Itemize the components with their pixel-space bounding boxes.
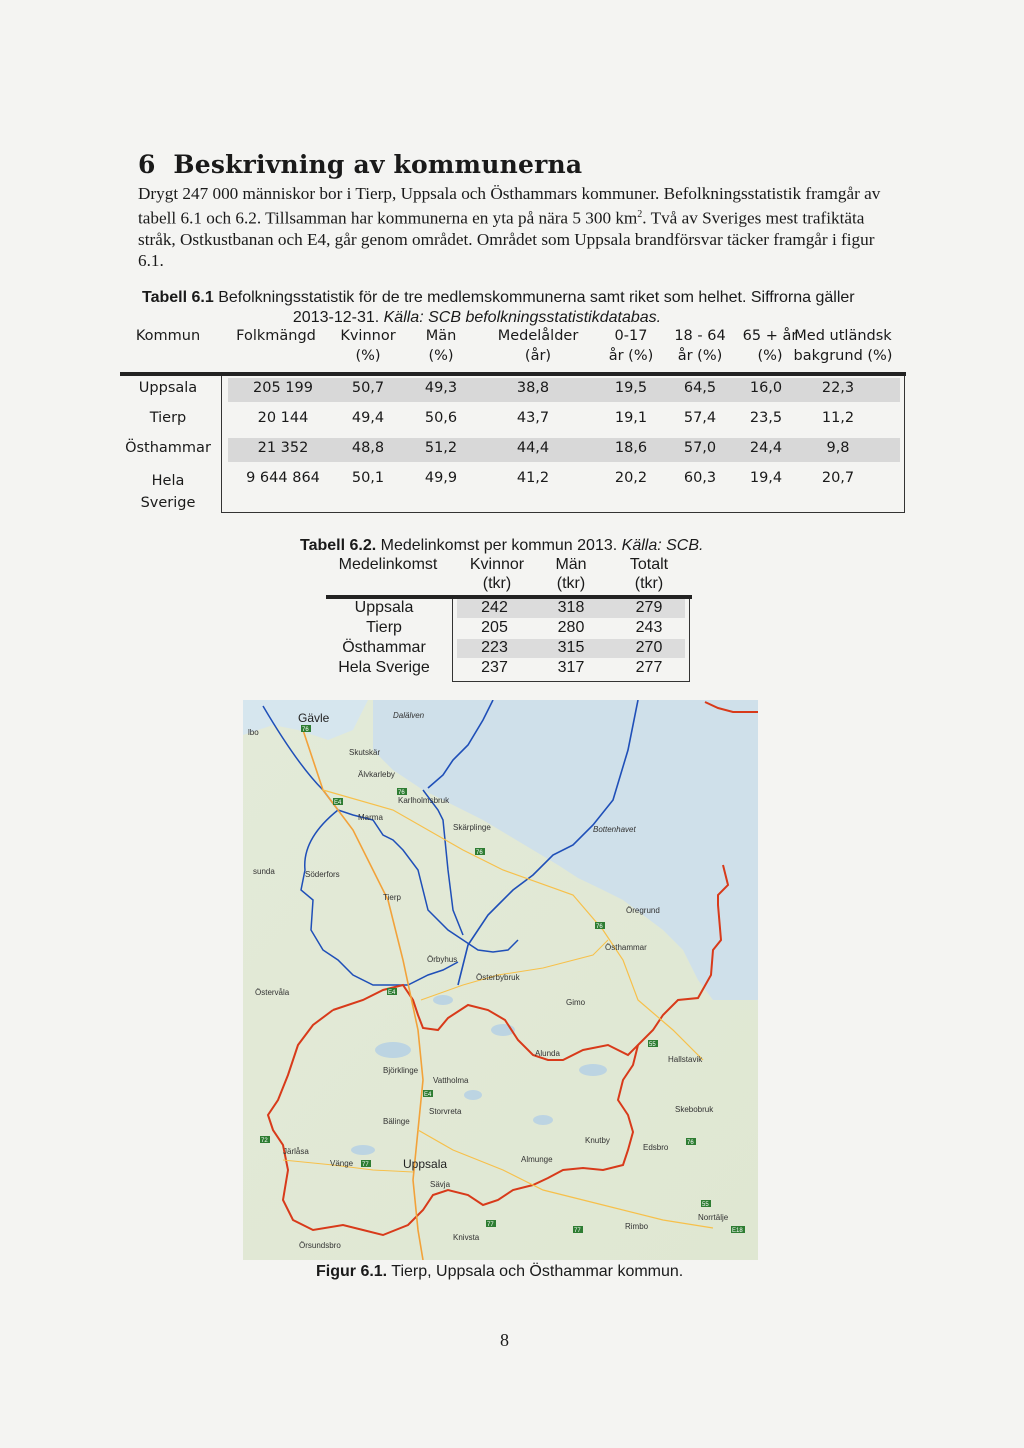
svg-text:E18: E18: [732, 1228, 743, 1234]
table2-caption-label: Tabell 6.2.: [300, 537, 377, 554]
table-row: [324, 599, 694, 619]
place-label: Vattholma: [433, 1076, 469, 1085]
cell: 205: [481, 619, 508, 636]
table-row: [324, 639, 694, 659]
table1-header-cell: 18 - 64 år (%): [674, 328, 726, 364]
place-label: Bottenhavet: [593, 825, 636, 834]
section-number: 6: [138, 150, 156, 179]
row-name: Hela Sverige: [338, 659, 430, 676]
place-label: Gimo: [566, 998, 586, 1007]
lake: [375, 1042, 411, 1058]
figure-caption: [316, 1263, 683, 1281]
cell: 19,5: [614, 380, 648, 396]
cell: 315: [557, 639, 585, 656]
place-label: Knutby: [585, 1136, 610, 1145]
cell: 9,8: [826, 440, 850, 456]
place-label: Öregrund: [626, 906, 660, 915]
table2-header-cell: Totalt (tkr): [629, 556, 669, 592]
cell: 318: [557, 599, 585, 616]
cell: 51,2: [424, 440, 458, 456]
row-name: Tierp: [366, 619, 402, 636]
place-label: Österbybruk: [476, 973, 520, 982]
cell: 317: [557, 659, 585, 676]
cell: 242: [481, 599, 508, 616]
cell: 60,3: [683, 470, 717, 486]
place-label: Sävja: [430, 1180, 451, 1189]
place-label: lbo: [248, 728, 259, 737]
place-label: Skutskär: [349, 748, 381, 757]
section-heading: [138, 150, 582, 179]
place-label: Marma: [358, 813, 383, 822]
table1-header-cell: Kommun: [135, 328, 201, 344]
cell: 57,4: [683, 410, 717, 426]
table1-header: [118, 326, 908, 370]
cell: 280: [557, 619, 585, 636]
row-name: Östhammar: [125, 440, 211, 456]
table1-header-cell: 65 + år (%): [742, 328, 798, 364]
cell: 19,1: [614, 410, 648, 426]
place-label: sunda: [253, 867, 275, 876]
place-label: Bälinge: [383, 1117, 410, 1126]
lake: [433, 995, 453, 1005]
cell: 279: [635, 599, 663, 616]
cell: 19,4: [749, 470, 783, 486]
place-label: Hallstavik: [668, 1055, 703, 1064]
table2-header-cell: Medelinkomst: [338, 556, 438, 573]
svg-text:E4: E4: [334, 800, 342, 806]
intro-text-2: . Två av Sveriges mest trafiktäta stråk, Ostkustbanan och E4, går genom området. Området som Uppsala brandförsvar täcker framgår i figur 6.1.: [138, 208, 875, 270]
place-label: Rimbo: [625, 1222, 649, 1231]
table1-caption-label: Tabell 6.: [142, 289, 205, 306]
row-name: Östhammar: [342, 639, 426, 656]
place-label: Skärplinge: [453, 823, 491, 832]
table2-header-cell: Män (tkr): [555, 556, 587, 592]
table-row: [324, 659, 694, 679]
cell: 22,3: [821, 380, 855, 396]
svg-text:E4: E4: [388, 990, 396, 996]
table-row: [324, 619, 694, 639]
place-label: Edsbro: [643, 1143, 669, 1152]
place-label: Söderfors: [305, 870, 340, 879]
intro-paragraph: [138, 183, 898, 271]
table1-header-cell: Kvinnor (%): [340, 328, 396, 364]
place-label: Östervåla: [255, 988, 290, 997]
table2-caption: [300, 537, 703, 555]
cell: 64,5: [683, 380, 717, 396]
svg-text:E4: E4: [424, 1092, 432, 1098]
figure-label: Figur 6.1.: [316, 1263, 388, 1280]
cell: 49,3: [424, 380, 458, 396]
cell: 205 199: [253, 380, 313, 396]
table2-caption-text: Medelinkomst per kommun 2013.: [376, 537, 622, 554]
cell: 49,4: [351, 410, 385, 426]
table2-header-cell: Kvinnor (tkr): [469, 556, 525, 592]
svg-text:77: 77: [574, 1228, 581, 1234]
svg-text:77: 77: [362, 1162, 369, 1168]
cell: 20,2: [614, 470, 648, 486]
cell: 277: [635, 659, 663, 676]
svg-text:76: 76: [302, 727, 309, 733]
table1-caption-num: 1: [204, 289, 214, 306]
cell: 237: [481, 659, 508, 676]
svg-text:76: 76: [687, 1140, 694, 1146]
svg-text:76: 76: [476, 850, 483, 856]
cell: 48,8: [351, 440, 385, 456]
place-label: Vänge: [330, 1159, 354, 1168]
intro-text-1: Drygt 247 000 människor bor i Tierp, Uppsala och Östhammars kommuner. Befolkningsstatistik framgår av tabell 6.1 och 6.2. Tillsamman har kommunerna en yta på nära 5 300 km: [138, 184, 881, 228]
lake: [579, 1064, 607, 1076]
place-label: Järlåsa: [283, 1147, 309, 1156]
place-label: Älvkarleby: [358, 770, 395, 779]
cell: 44,4: [516, 440, 550, 456]
place-label: Almunge: [521, 1155, 553, 1164]
table1-header-cell: Folkmängd: [236, 328, 316, 344]
cell: 243: [635, 619, 663, 636]
table1-caption-text: Befolkningsstatistik för de tre medlemskommunerna samt riket som helhet. Siffrorna gäller: [213, 289, 855, 306]
place-label: Storvreta: [429, 1107, 462, 1116]
cell: 9 644 864: [246, 470, 320, 486]
section-title: Beskrivning av kommunerna: [173, 150, 583, 179]
region-map: [243, 700, 758, 1260]
place-label: Örsundsbro: [299, 1241, 341, 1250]
cell: 41,2: [516, 470, 550, 486]
cell: 16,0: [749, 380, 783, 396]
svg-text:76: 76: [596, 924, 603, 930]
cell: 18,6: [614, 440, 648, 456]
place-label: Björklinge: [383, 1066, 419, 1075]
cell: 50,1: [351, 470, 385, 486]
cell: 50,6: [424, 410, 458, 426]
cell: 23,5: [749, 410, 783, 426]
cell: 24,4: [749, 440, 783, 456]
row-name: Tierp: [149, 410, 187, 426]
table1-caption-date: 2013-12-31.: [292, 309, 384, 326]
cell: 49,9: [424, 470, 458, 486]
svg-text:76: 76: [398, 790, 405, 796]
lake: [464, 1090, 482, 1100]
table1-header-cell: Medelålder (år): [497, 328, 579, 364]
intro-sup: 2: [637, 209, 643, 220]
cell: 21 352: [257, 440, 309, 456]
table1-caption: [142, 288, 902, 328]
table1-caption-source: Källa: SCB befolkningsstatistikdatabas.: [383, 309, 662, 326]
table1-header-cell: 0-17 år (%): [608, 328, 654, 364]
place-label: Örbyhus: [427, 955, 458, 964]
svg-text:55: 55: [649, 1042, 656, 1048]
table2-caption-source: Källa: SCB.: [621, 537, 704, 554]
lake: [351, 1145, 375, 1155]
cell: 57,0: [683, 440, 717, 456]
row-name: Uppsala: [138, 380, 198, 396]
cell: 11,2: [821, 410, 855, 426]
place-label: Skebobruk: [675, 1105, 714, 1114]
place-label: Alunda: [535, 1049, 560, 1058]
table1-caption-line2: [142, 308, 902, 328]
svg-text:55: 55: [702, 1202, 709, 1208]
place-label: Knivsta: [453, 1233, 480, 1242]
place-label: Uppsala: [403, 1157, 448, 1171]
lake: [533, 1115, 553, 1125]
place-label: Norrtälje: [698, 1213, 729, 1222]
table1-header-cell: Med utländsk bakgrund (%): [793, 328, 893, 364]
svg-text:77: 77: [487, 1222, 494, 1228]
svg-text:72: 72: [261, 1138, 268, 1144]
row-name: Uppsala: [354, 599, 414, 616]
place-label: Dalälven: [393, 711, 425, 720]
cell: 43,7: [516, 410, 550, 426]
cell: 20,7: [821, 470, 855, 486]
cell: 38,8: [516, 380, 550, 396]
cell: 223: [481, 639, 508, 656]
table1-header-cell: Män (%): [425, 328, 457, 364]
figure-text: Tierp, Uppsala och Östhammar kommun.: [387, 1263, 684, 1280]
cell: 270: [635, 639, 663, 656]
place-label: Karlholmsbruk: [398, 796, 450, 805]
place-label: Tierp: [383, 893, 401, 902]
cell: 20 144: [257, 410, 309, 426]
cell: 50,7: [351, 380, 385, 396]
row-name: Hela Sverige: [140, 473, 196, 511]
page-number: 8: [500, 1330, 509, 1350]
place-label: Östhammar: [605, 943, 647, 952]
place-label: Gävle: [298, 711, 330, 725]
